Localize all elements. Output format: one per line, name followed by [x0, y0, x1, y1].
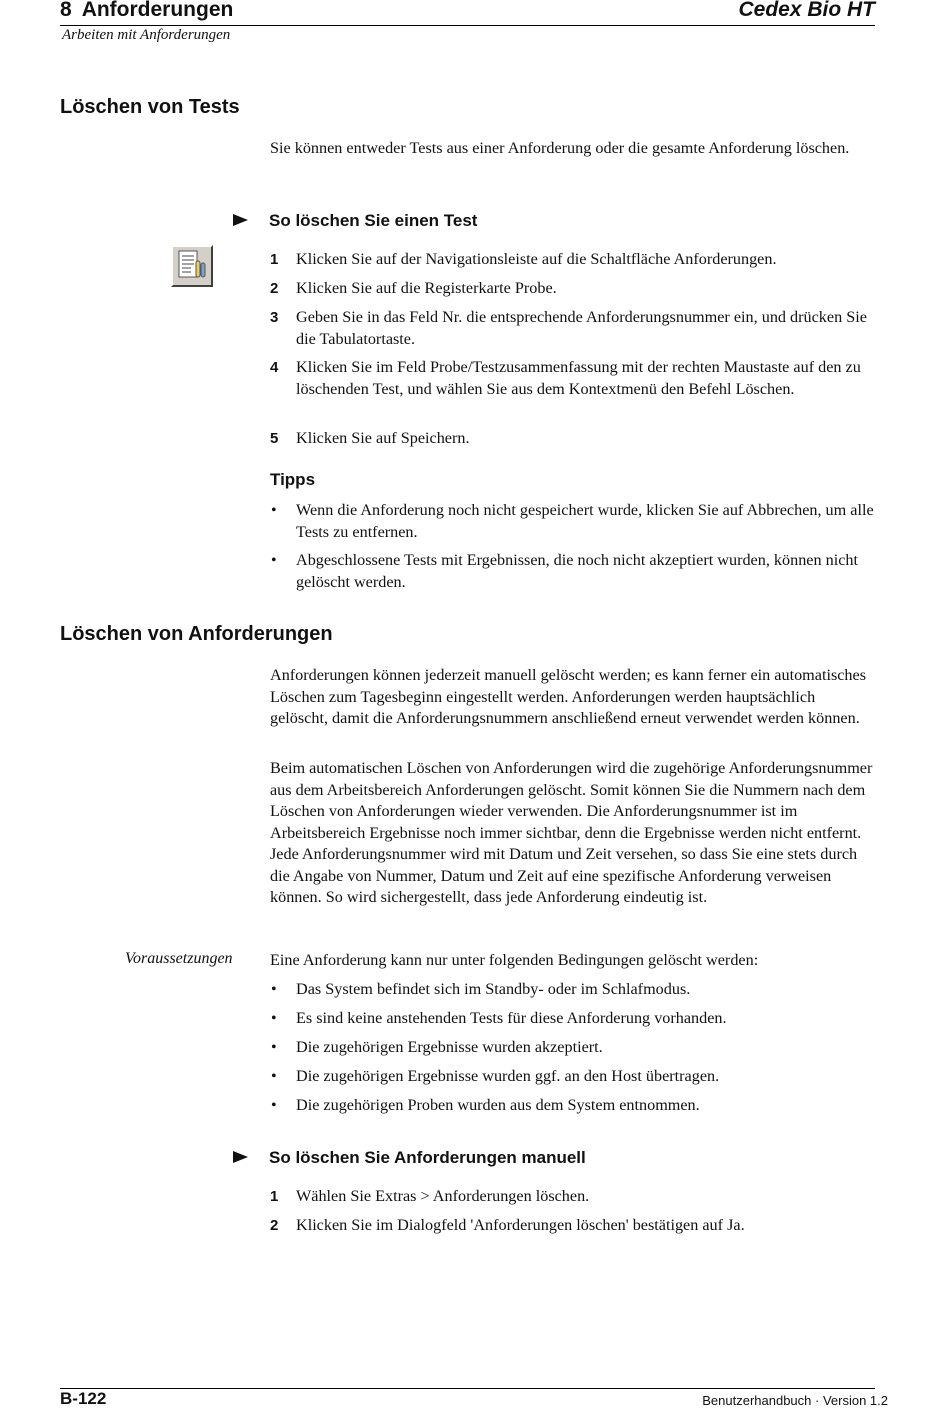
tip-text: Abgeschlossene Tests mit Ergebnissen, die noch nicht akzeptiert wurden, können nicht gelöscht werden.: [296, 551, 859, 591]
bullet-icon: •: [271, 1097, 277, 1114]
bullet-icon: •: [271, 1039, 277, 1056]
product-name: Cedex Bio HT: [738, 0, 875, 21]
step-number: 5: [270, 430, 279, 447]
prerequisite-text: Die zugehörigen Proben wurden aus dem System entnommen.: [296, 1096, 700, 1114]
step-3: [270, 307, 875, 350]
section-title-delete-requests: Löschen von Anforderungen: [60, 623, 333, 645]
step-number: 2: [270, 280, 279, 297]
step-text: Klicken Sie im Feld Probe/Testzusammenfassung mit der rechten Maustaste auf den zu löschenden Test, und wählen Sie aus dem Kontextmenü den Befehl Löschen.: [296, 358, 861, 398]
step-number: 4: [270, 359, 279, 376]
prerequisite-item: [270, 1066, 875, 1088]
bullet-icon: •: [271, 552, 277, 569]
prerequisites-label: Voraussetzungen: [125, 950, 233, 967]
chapter-heading: [60, 0, 233, 22]
prerequisite-text: Die zugehörigen Ergebnisse wurden akzeptiert.: [296, 1038, 603, 1056]
tip-item: [270, 500, 875, 543]
tip-text: Wenn die Anforderung noch nicht gespeichert wurde, klicken Sie auf Abbrechen, um alle Tests zu entfernen.: [296, 501, 874, 541]
prerequisite-item: [270, 979, 875, 1001]
step-2: [270, 278, 875, 300]
bullet-icon: •: [271, 1010, 277, 1027]
prerequisite-text: Die zugehörigen Ergebnisse wurden ggf. an den Host übertragen.: [296, 1067, 720, 1085]
procedure-title: So löschen Sie einen Test: [269, 211, 478, 230]
step-text: Klicken Sie auf Speichern.: [296, 429, 470, 447]
procedure-arrow-icon: [233, 1151, 248, 1163]
chapter-title: Anforderungen: [81, 0, 234, 21]
requests-toolbar-icon: [171, 245, 213, 287]
step-number: 3: [270, 309, 279, 326]
step-number: 2: [270, 1217, 279, 1234]
step-text: Wählen Sie Extras > Anforderungen löschen.: [296, 1187, 590, 1205]
step-1: [270, 1186, 875, 1208]
footer-rule: [60, 1388, 875, 1389]
chapter-number: 8: [60, 0, 72, 21]
procedure-title: So löschen Sie Anforderungen manuell: [269, 1148, 586, 1167]
prerequisite-text: Das System befindet sich im Standby- oder im Schlafmodus.: [296, 980, 691, 998]
page-number: B-122: [60, 1389, 107, 1408]
step-text: Geben Sie in das Feld Nr. die entsprechende Anforderungsnummer ein, und drücken Sie die Tabulatortaste.: [296, 308, 867, 348]
step-text: Klicken Sie auf der Navigationsleiste auf die Schaltfläche Anforderungen.: [296, 250, 777, 268]
prerequisite-item: [270, 1095, 875, 1117]
section2-paragraph-2: Beim automatischen Löschen von Anforderungen wird die zugehörige Anforderungsnummer aus dem Arbeitsbereich Anforderungen gelöscht. Somit können Sie die Nummern nach dem Löschen von Anforderungen wieder verwenden. Die Anforderungsnummer ist im Arbeitsbereich Ergebnisse noch immer sichtbar, denn die Ergebnisse werden nicht entfernt. Jede Anforderungsnummer wird mit Datum und Zeit versehen, so dass Sie eine stets durch die Angabe von Nummer, Datum und Zeit auf eine spezifische Anforderung verweisen können. So wird sichergestellt, dass jede Anforderung eindeutig ist.: [270, 759, 873, 906]
step-text: Klicken Sie auf die Registerkarte Probe.: [296, 279, 557, 297]
step-number: 1: [270, 1188, 279, 1205]
step-5: [270, 428, 875, 450]
step-2: [270, 1215, 875, 1237]
prerequisite-item: [270, 1008, 875, 1030]
step-1: [270, 249, 875, 271]
step-text: Klicken Sie im Dialogfeld 'Anforderungen löschen' bestätigen auf Ja.: [296, 1216, 745, 1234]
step-4: [270, 357, 875, 400]
bullet-icon: •: [271, 981, 277, 998]
section2-paragraph-1: Anforderungen können jederzeit manuell gelöscht werden; es kann ferner ein automatisches Löschen zum Tagesbeginn eingestellt werden. Anforderungen werden hauptsächlich gelöscht, damit die Anforderungsnummern anschließend erneut verwendet werden können.: [270, 666, 867, 727]
prerequisite-item: [270, 1037, 875, 1059]
bullet-icon: •: [271, 502, 277, 519]
procedure-arrow-icon: [233, 214, 248, 226]
procedure-heading-delete-requests: [233, 1148, 586, 1168]
chapter-subtitle: Arbeiten mit Anforderungen: [62, 27, 231, 43]
tip-item: [270, 550, 875, 593]
tips-heading: Tipps: [270, 470, 316, 489]
header-rule: [60, 25, 875, 26]
section1-intro: Sie können entweder Tests aus einer Anforderung oder die gesamte Anforderung löschen.: [270, 139, 850, 157]
step-number: 1: [270, 251, 279, 268]
section-title-delete-tests: Löschen von Tests: [60, 96, 240, 118]
prerequisites-intro: Eine Anforderung kann nur unter folgenden Bedingungen gelöscht werden:: [270, 951, 759, 969]
prerequisite-text: Es sind keine anstehenden Tests für diese Anforderung vorhanden.: [296, 1009, 727, 1027]
bullet-icon: •: [271, 1068, 277, 1085]
procedure-heading-delete-test: [233, 211, 477, 231]
document-version: Benutzerhandbuch · Version 1.2: [702, 1393, 888, 1408]
